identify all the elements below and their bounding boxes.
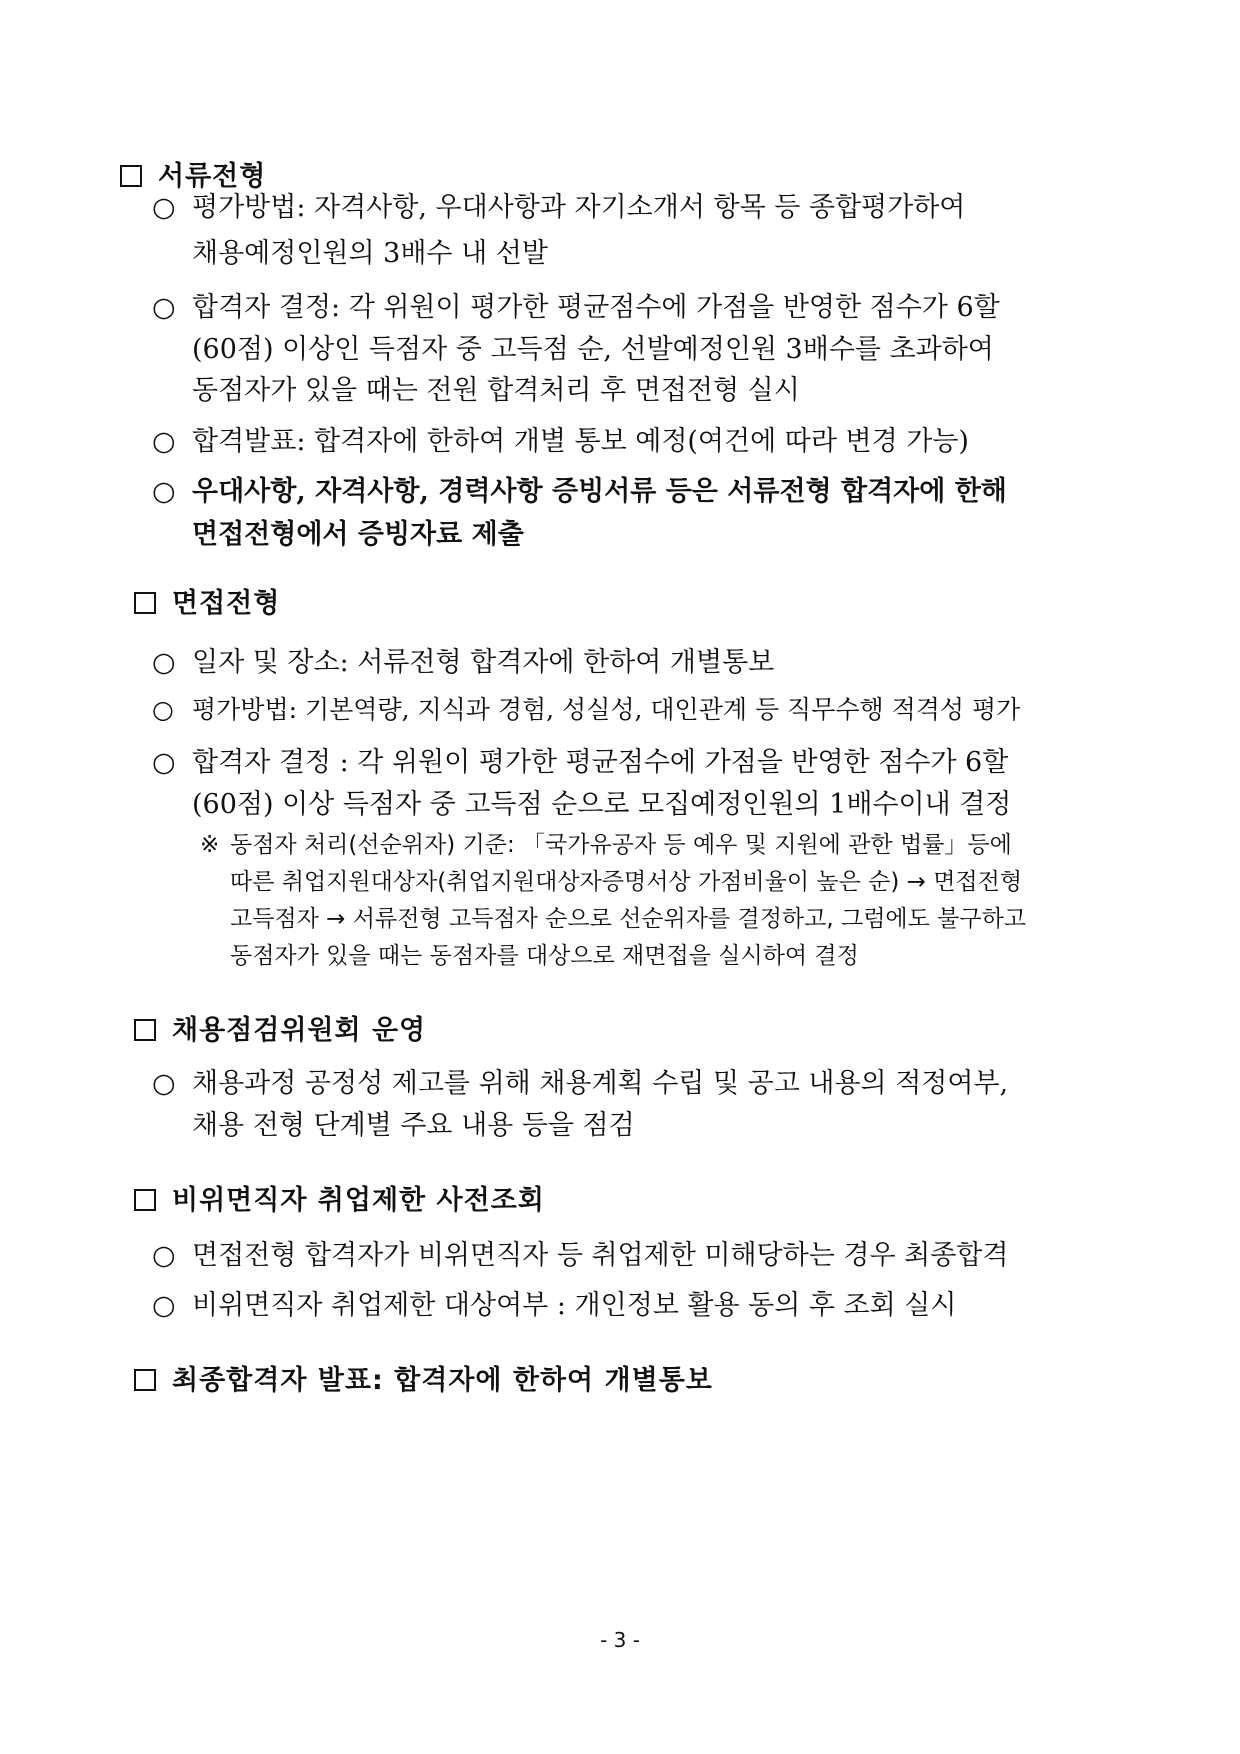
- bullet-restriction-check: ○ 비위면직자 취업제한 대상여부 : 개인정보 활용 동의 후 조회 실시: [152, 1290, 957, 1321]
- bullet-interview-decision: ○ 합격자 결정 : 각 위원이 평가한 평균점수에 가점을 반영한 점수가 6할: [152, 747, 1009, 778]
- section-heading-final-announcement: 최종합격자 발표: 합격자에 한하여 개별통보: [134, 1358, 713, 1397]
- bullet-pass-decision: ○ 합격자 결정: 각 위원이 평가한 평균점수에 가점을 반영한 점수가 6할: [152, 292, 1000, 323]
- circle-bullet-icon: ○: [152, 647, 176, 678]
- bullet-continuation: 동점자가 있을 때는 전원 합격처리 후 면접전형 실시: [192, 375, 800, 406]
- bullet-evaluation-method: ○ 평가방법: 자격사항, 우대사항과 자기소개서 항목 등 종합평가하여: [152, 192, 966, 223]
- bullet-interview-evaluation: ○ 평가방법: 기본역량, 지식과 경험, 성실성, 대인관계 등 직무수행 적격성 평가: [152, 695, 1021, 724]
- checkbox-square-icon: [134, 1189, 156, 1211]
- bullet-continuation: (60점) 이상 득점자 중 고득점 순으로 모집예정인원의 1배수이내 결정: [192, 789, 1012, 820]
- bullet-continuation: (60점) 이상인 득점자 중 고득점 순, 선발예정인원 3배수를 초과하여: [192, 334, 994, 365]
- reference-mark-icon: ※: [200, 832, 220, 858]
- section-heading-interview: 면접전형: [134, 581, 280, 620]
- circle-bullet-icon: ○: [152, 292, 176, 323]
- bullet-final-pass-condition: ○ 면접전형 합격자가 비위면직자 등 취업제한 미해당하는 경우 최종합격: [152, 1240, 1009, 1271]
- bullet-supporting-documents: ○ 우대사항, 자격사항, 경력사항 증빙서류 등은 서류전형 합격자에 한해: [152, 476, 1007, 507]
- page-number: - 3 -: [600, 1628, 640, 1652]
- bullet-date-place: ○ 일자 및 장소: 서류전형 합격자에 한하여 개별통보: [152, 647, 775, 678]
- circle-bullet-icon: ○: [152, 1068, 176, 1099]
- bullet-continuation: 면접전형에서 증빙자료 제출: [192, 519, 524, 550]
- circle-bullet-icon: ○: [152, 695, 174, 724]
- circle-bullet-icon: ○: [152, 1240, 176, 1271]
- bullet-continuation: 채용예정인원의 3배수 내 선발: [192, 238, 548, 269]
- note-continuation: 고득점자 → 서류전형 고득점자 순으로 선순위자를 결정하고, 그럼에도 불구하고: [230, 906, 1027, 932]
- checkbox-square-icon: [134, 1019, 156, 1041]
- tie-rule-note: ※ 동점자 처리(선순위자) 기준: 「국가유공자 등 예우 및 지원에 관한 법률」등에: [200, 832, 1012, 858]
- circle-bullet-icon: ○: [152, 747, 176, 778]
- section-heading-employment-restriction: 비위면직자 취업제한 사전조회: [134, 1178, 545, 1217]
- note-continuation: 동점자가 있을 때는 동점자를 대상으로 재면접을 실시하여 결정: [230, 943, 859, 969]
- circle-bullet-icon: ○: [152, 476, 176, 507]
- circle-bullet-icon: ○: [152, 1290, 176, 1321]
- circle-bullet-icon: ○: [152, 426, 176, 457]
- circle-bullet-icon: ○: [152, 192, 176, 223]
- checkbox-square-icon: [120, 165, 142, 187]
- bullet-pass-announcement: ○ 합격발표: 합격자에 한하여 개별 통보 예정(여건에 따라 변경 가능): [152, 426, 969, 457]
- checkbox-square-icon: [134, 592, 156, 614]
- section-heading-recruitment-committee: 채용점검위원회 운영: [134, 1008, 426, 1047]
- note-continuation: 따른 취업지원대상자(취업지원대상자증명서상 가점비율이 높은 순) → 면접전형: [230, 869, 1023, 895]
- section-heading-document-screening: 서류전형: [120, 154, 266, 193]
- bullet-committee-review: ○ 채용과정 공정성 제고를 위해 채용계획 수립 및 공고 내용의 적정여부,: [152, 1068, 1009, 1099]
- bullet-continuation: 채용 전형 단계별 주요 내용 등을 점검: [192, 1110, 635, 1141]
- checkbox-square-icon: [134, 1369, 156, 1391]
